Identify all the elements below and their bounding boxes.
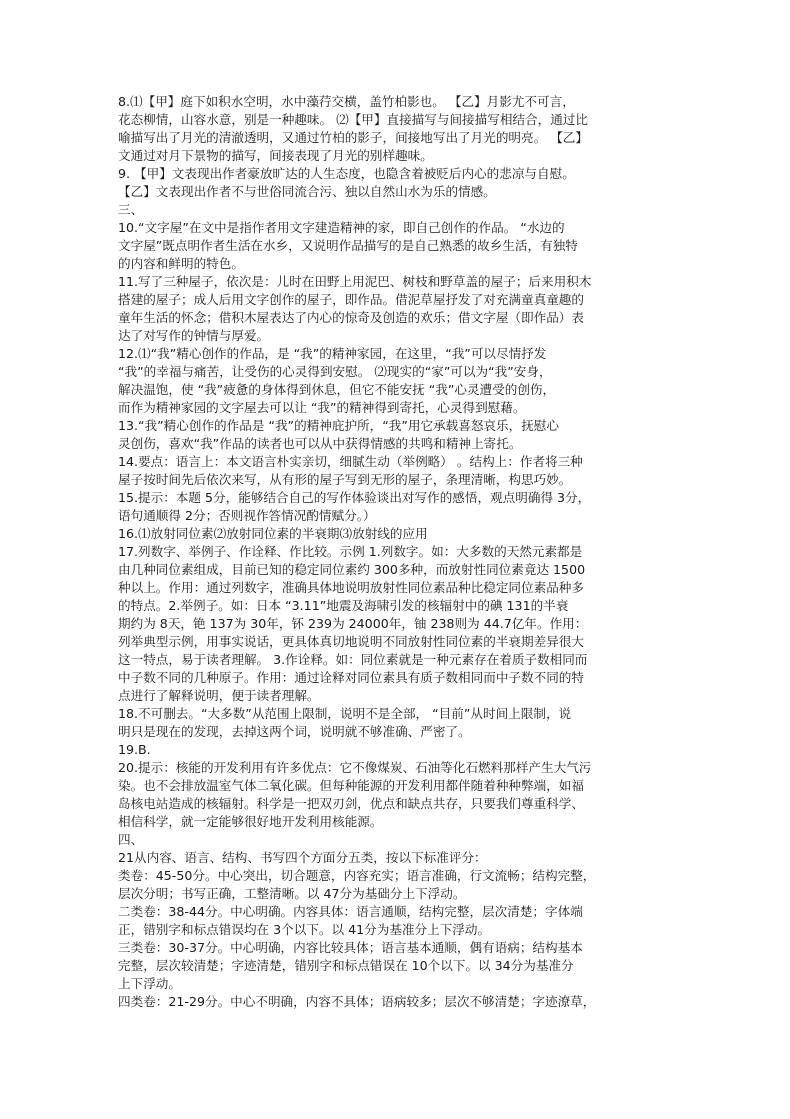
text-line: 语句通顺得 2分；否则视作答情况酌情赋分。） — [118, 508, 376, 523]
text-line: 二类卷：38-44分。中心明确。内容具体：语言通顺，结构完整，层次清楚；字体端 — [118, 904, 583, 919]
text-line: 解决温饱，使 “我”疲惫的身体得到休息，但它不能安抚 “我”心灵遭受的创伤， — [118, 382, 556, 397]
text-line: 的内容和鲜明的特色。 — [118, 256, 244, 271]
text-line: 9. 【甲】文表现出作者豪放旷达的人生态度，也隐含着被贬后内心的悲凉与自慰。 — [118, 166, 575, 181]
text-line: 上下浮动。 — [118, 976, 181, 991]
text-line: 类卷：45-50分。中心突出，切合题意，内容充实；语言准确，行文流畅；结构完整， — [118, 868, 596, 883]
text-line: 这一特点，易于读者理解。 3.作诠释。如：同位素就是一种元素存在着质子数相同而 — [118, 652, 588, 667]
text-line: 列举典型示例，用事实说话，更具体真切地说明不同放射性同位素的半衰期差异很大 — [118, 634, 584, 649]
text-line: 文字屋”既点明作者生活在水乡，又说明作品描写的是自己熟悉的故乡生活，有独特 — [118, 238, 578, 253]
text-line: 21从内容、语言、结构、书写四个方面分五类，按以下标准评分： — [118, 850, 487, 865]
text-line: 11.写了三种屋子，依次是：儿时在田野上用泥巴、树枝和野草盖的屋子；后来用积木 — [118, 274, 592, 289]
text-line: 三类卷：30-37分。中心明确，内容比较具体；语言基本通顺，偶有语病；结构基本 — [118, 940, 583, 955]
text-line: 正，错别字和标点错误均在 3个以下。以 41分为基准分上下浮动。 — [118, 922, 491, 937]
text-line: 四类卷：21-29分。中心不明确，内容不具体；语病较多；层次不够清楚；字迹潦草， — [118, 994, 596, 1009]
text-line: 期约为 8天，铯 137为 30年，钚 239为 24000年，铀 238则为 44.7亿年。作用： — [118, 616, 588, 631]
text-line: 搭建的屋子；成人后用文字创作的屋子，即作品。借泥草屋抒发了对充满童真童趣的 — [118, 292, 584, 307]
text-line: “我”的幸福与痛苦，让受伤的心灵得到安慰。 ⑵现实的“家”可以为“我”安身， — [118, 364, 552, 379]
text-line: 【乙】文表现出作者不与世俗同流合污、独以自然山水为乐的情感。 — [118, 184, 496, 199]
text-line: 15.提示：本题 5分，能够结合自己的写作体验谈出对写作的感悟，观点明确得 3分， — [118, 490, 591, 505]
text-line: 喻描写出了月光的清澈透明，又通过竹柏的影子，间接地写出了月光的明亮。 【乙】 — [118, 130, 588, 145]
text-line: 屋子按时间先后依次来写，从有形的屋子写到无形的屋子，条理清晰，构思巧妙。 — [118, 472, 572, 487]
text-line: 的特点。2.举例子。如：日本 “3.11”地震及海啸引发的核辐射中的碘 131的半衰 — [118, 598, 569, 613]
text-line: 16.⑴放射同位素⑵放射同位素的半衰期⑶放射线的应用 — [118, 526, 428, 541]
text-line: 四、 — [118, 832, 144, 847]
text-line: 8.⑴【甲】庭下如积水空明，水中藻荇交横，盖竹柏影也。 【乙】月影尤不可言， — [118, 94, 575, 109]
text-line: 层次分明；书写正确，工整清晰。以 47分为基础分上下浮动。 — [118, 886, 466, 901]
text-line: 13.“我”精心创作的作品是 “我”的精神庇护所，“我”用它承载喜怒哀乐，抚慰心 — [118, 418, 559, 433]
text-line: 20.提示：核能的开发利用有许多优点：它不像煤炭、石油等化石燃料那样产生大气污 — [118, 760, 592, 775]
text-line: 达了对写作的钟情与厚爱。 — [118, 328, 270, 343]
text-line: 三、 — [118, 202, 144, 217]
text-line: 19.B. — [118, 742, 151, 757]
text-line: 文通过对月下景物的描写，间接表现了月光的别样趣味。 — [118, 148, 433, 163]
text-line: 12.⑴“我”精心创作的作品，是 “我”的精神家园，在这里，“我”可以尽情抒发 — [118, 346, 547, 361]
text-line: 14.要点：语言上：本文语言朴实亲切，细腻生动（举例略） 。结构上：作者将三种 — [118, 454, 583, 469]
text-line: 完整，层次较清楚；字迹清楚，错别字和标点错误在 10个以下。以 34分为基准分 — [118, 958, 574, 973]
text-line: 染。也不会排放温室气体二氧化碳。但每种能源的开发利用都伴随着种种弊端，如福 — [118, 778, 584, 793]
text-line: 17.列数字、举例子、作诠释、作比较。示例 1.列数字。如：大多数的天然元素都是 — [118, 544, 583, 559]
text-line: 而作为精神家园的文字屋去可以让 “我”的精神得到寄托，心灵得到慰藉。 — [118, 400, 526, 415]
text-line: 明只是现在的发现，去掉这两个词，说明就不够准确、严密了。 — [118, 724, 471, 739]
text-line: 10.“文字屋”在文中是指作者用文字建造精神的家，即自己创作的作品。 “水边的 — [118, 220, 565, 235]
text-line: 相信科学，就一定能够很好地开发利用核能源。 — [118, 814, 383, 829]
text-line: 灵创伤，喜欢“我”作品的读者也可以从中获得情感的共鸣和精神上寄托。 — [118, 436, 522, 451]
text-line: 花态柳情，山容水意，别是一种趣味。 ⑵【甲】直接描写与间接描写相结合，通过比 — [118, 112, 588, 127]
text-line: 由几种同位素组成，目前已知的稳定同位素约 300多种，而放射性同位素竟达 1500 — [118, 562, 586, 577]
text-line: 种以上。作用：通过列数字，准确具体地说明放射性同位素品种比稳定同位素品种多 — [118, 580, 584, 595]
text-line: 中子数不同的几种原子。作用：通过诠释对同位素具有质子数相同而中子数不同的特 — [118, 670, 584, 685]
text-line: 点进行了解释说明，便于读者理解。 — [118, 688, 320, 703]
answer-key-text — [118, 93, 674, 1011]
text-line: 童年生活的怀念；借积木屋表达了内心的惊奇及创造的欢乐；借文字屋（即作品）表 — [118, 310, 584, 325]
text-line: 18.不可删去。“大多数”从范围上限制，说明不是全部， “目前”从时间上限制，说 — [118, 706, 572, 721]
text-line: 岛核电站造成的核辐射。科学是一把双刃剑，优点和缺点共存，只要我们尊重科学、 — [118, 796, 584, 811]
